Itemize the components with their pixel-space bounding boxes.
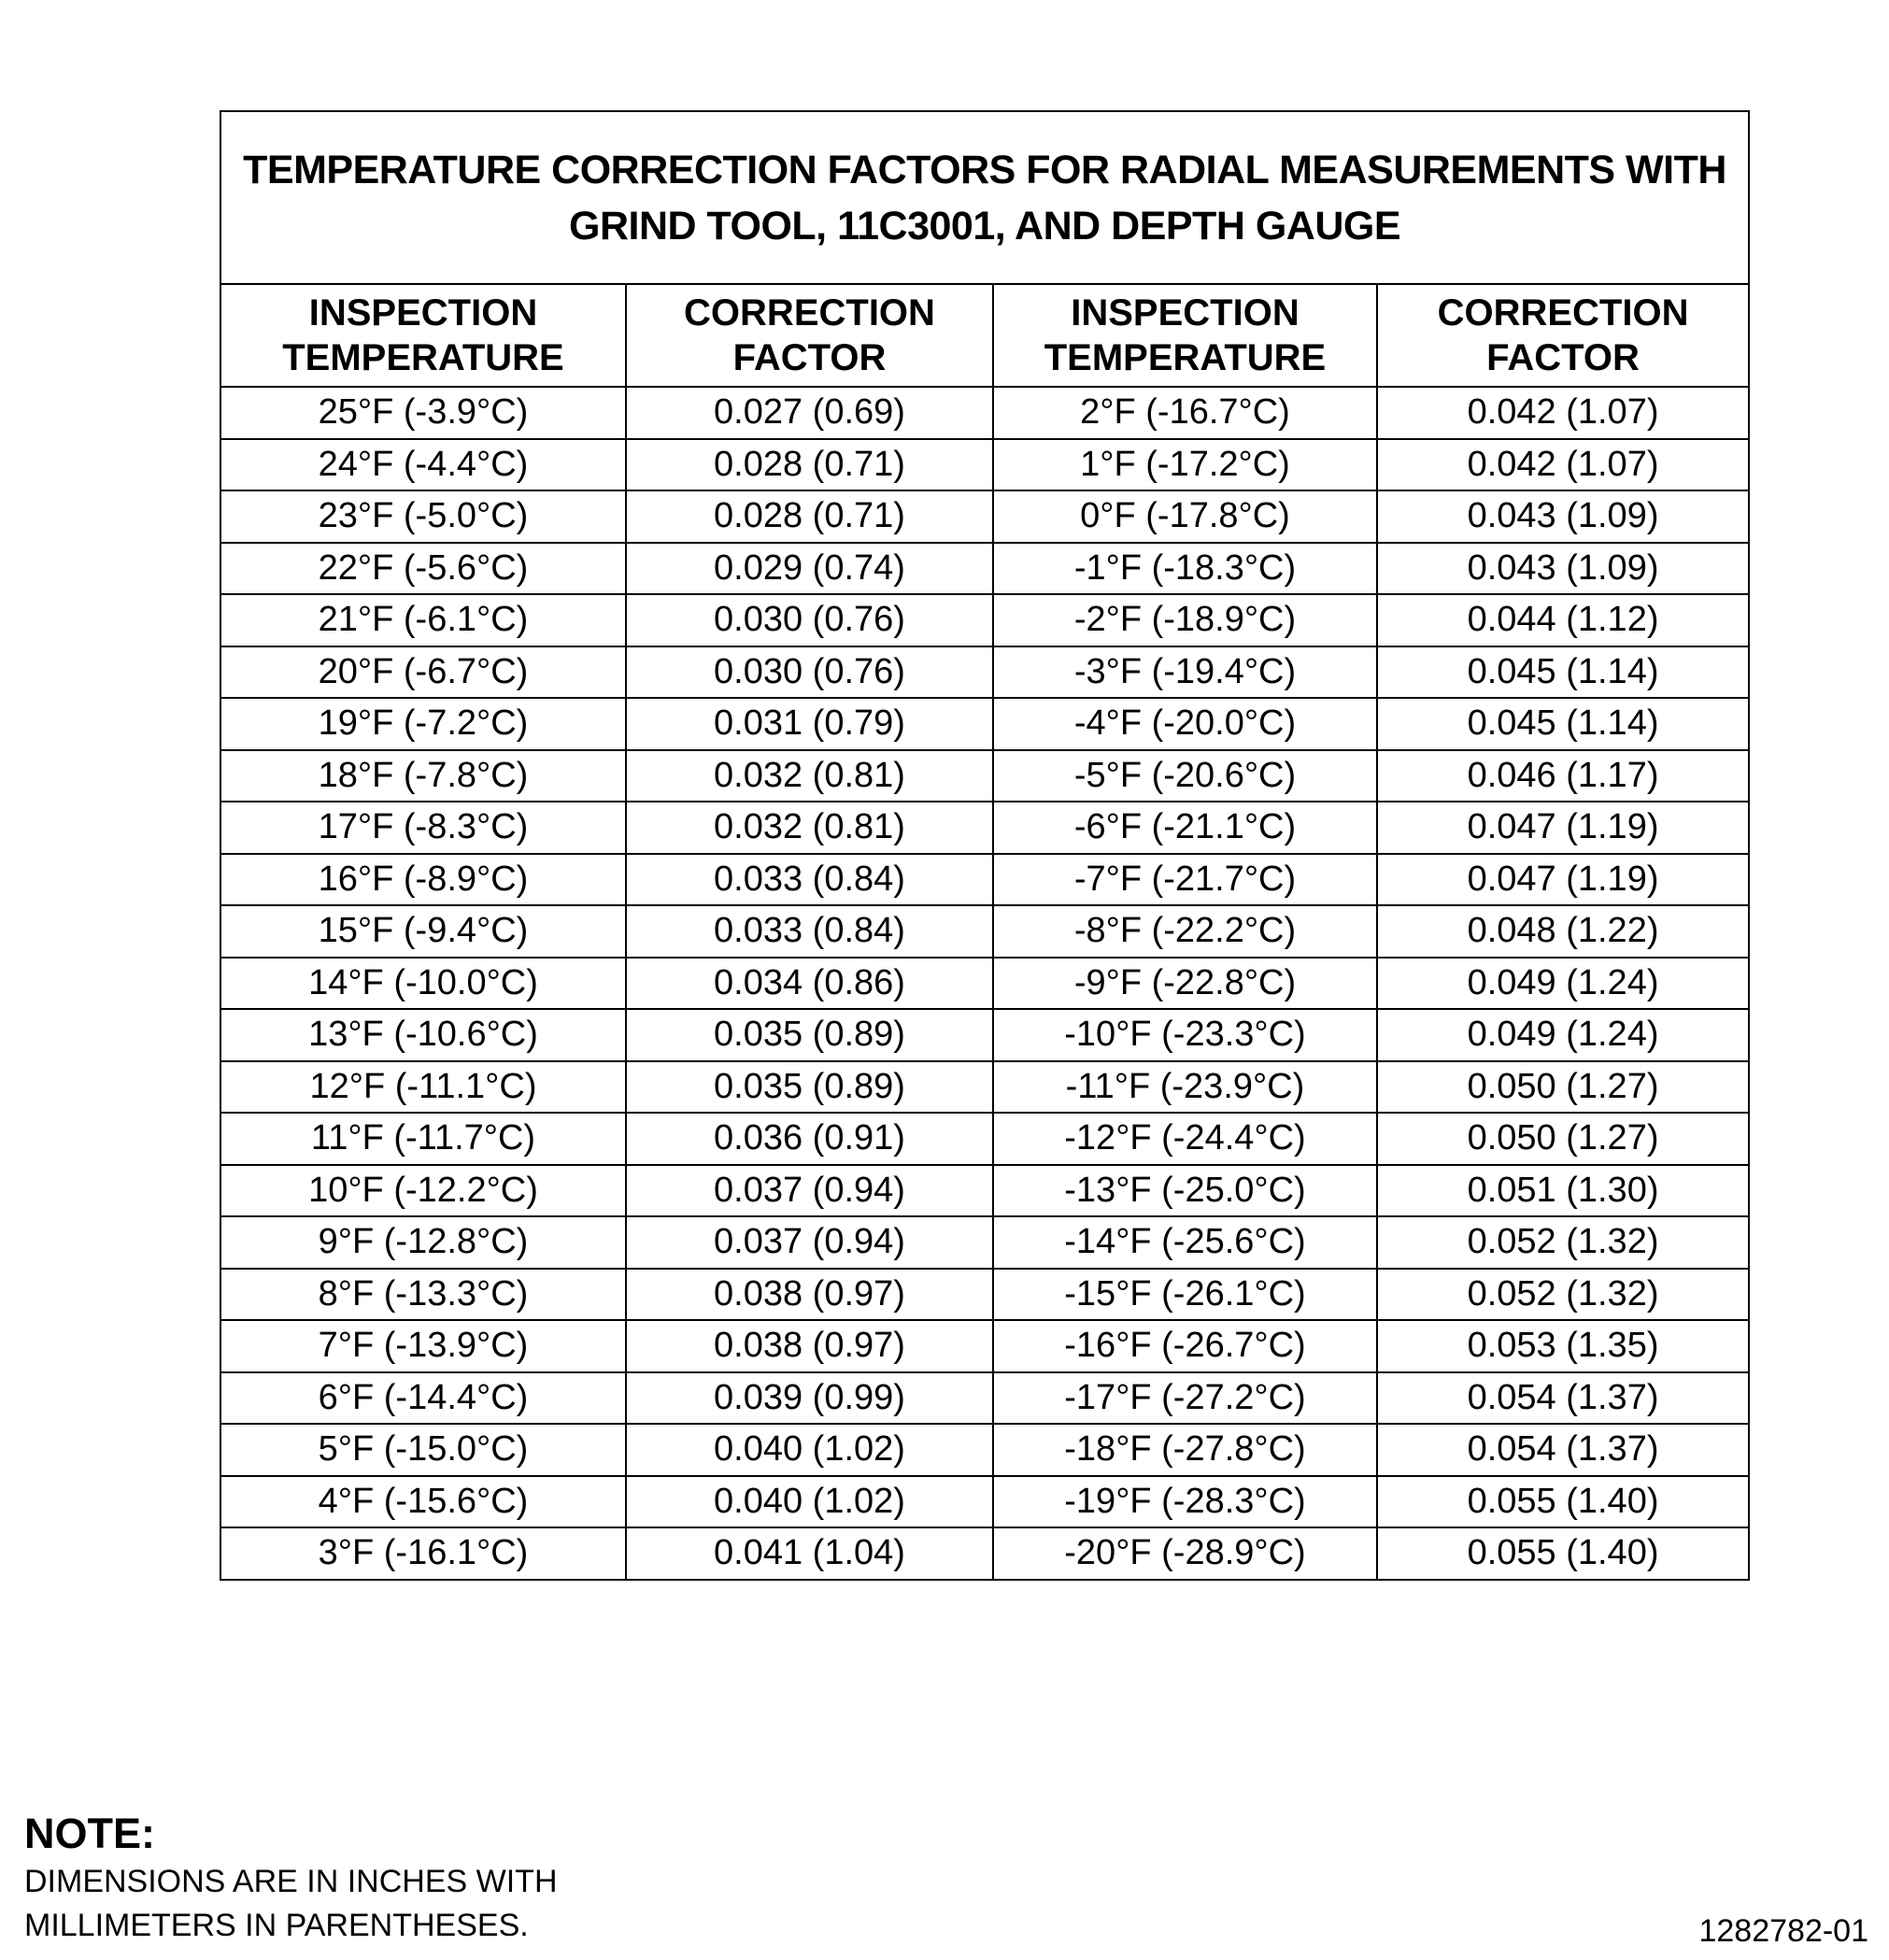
inspection-temperature-cell: -4°F (-20.0°C) xyxy=(993,698,1377,750)
inspection-temperature-cell: -18°F (-27.8°C) xyxy=(993,1424,1377,1476)
note-block xyxy=(24,1808,678,1948)
correction-factor-cell: 0.054 (1.37) xyxy=(1377,1372,1749,1425)
header-line: INSPECTION xyxy=(308,292,538,334)
table-row xyxy=(220,490,1749,543)
header-line: FACTOR xyxy=(1486,337,1640,378)
header-correction-factor-2 xyxy=(1377,284,1749,387)
correction-factor-cell: 0.028 (0.71) xyxy=(626,439,993,491)
inspection-temperature-cell: 18°F (-7.8°C) xyxy=(220,750,626,802)
correction-factor-cell: 0.032 (0.81) xyxy=(626,802,993,854)
correction-factor-cell: 0.029 (0.74) xyxy=(626,543,993,595)
inspection-temperature-cell: -14°F (-25.6°C) xyxy=(993,1216,1377,1269)
header-line: FACTOR xyxy=(732,337,887,378)
inspection-temperature-cell: 16°F (-8.9°C) xyxy=(220,854,626,906)
table-title xyxy=(220,111,1749,284)
correction-factor-cell: 0.030 (0.76) xyxy=(626,594,993,646)
inspection-temperature-cell: 1°F (-17.2°C) xyxy=(993,439,1377,491)
inspection-temperature-cell: -13°F (-25.0°C) xyxy=(993,1165,1377,1217)
inspection-temperature-cell: 11°F (-11.7°C) xyxy=(220,1113,626,1165)
inspection-temperature-cell: 9°F (-12.8°C) xyxy=(220,1216,626,1269)
inspection-temperature-cell: 20°F (-6.7°C) xyxy=(220,646,626,699)
table-row xyxy=(220,1061,1749,1114)
table-row xyxy=(220,543,1749,595)
correction-factor-cell: 0.040 (1.02) xyxy=(626,1476,993,1528)
inspection-temperature-cell: -17°F (-27.2°C) xyxy=(993,1372,1377,1425)
inspection-temperature-cell: 4°F (-15.6°C) xyxy=(220,1476,626,1528)
inspection-temperature-cell: -20°F (-28.9°C) xyxy=(993,1527,1377,1580)
table-body xyxy=(220,387,1749,1580)
note-line-1: DIMENSIONS ARE IN INCHES WITH xyxy=(24,1864,558,1899)
header-line: INSPECTION xyxy=(1071,292,1300,334)
header-correction-factor-1 xyxy=(626,284,993,387)
table-row xyxy=(220,1424,1749,1476)
correction-factor-cell: 0.035 (0.89) xyxy=(626,1009,993,1061)
correction-factor-cell: 0.047 (1.19) xyxy=(1377,802,1749,854)
correction-factor-cell: 0.034 (0.86) xyxy=(626,958,993,1010)
correction-factor-cell: 0.040 (1.02) xyxy=(626,1424,993,1476)
correction-factor-cell: 0.038 (0.97) xyxy=(626,1269,993,1321)
table-title-line-2: GRIND TOOL, 11C3001, AND DEPTH GAUGE xyxy=(569,203,1401,249)
table-row xyxy=(220,1113,1749,1165)
note-title: NOTE: xyxy=(24,1810,155,1857)
correction-factor-cell: 0.051 (1.30) xyxy=(1377,1165,1749,1217)
correction-factor-cell: 0.042 (1.07) xyxy=(1377,387,1749,439)
inspection-temperature-cell: -12°F (-24.4°C) xyxy=(993,1113,1377,1165)
inspection-temperature-cell: 24°F (-4.4°C) xyxy=(220,439,626,491)
correction-factor-cell: 0.055 (1.40) xyxy=(1377,1476,1749,1528)
correction-factor-cell: 0.039 (0.99) xyxy=(626,1372,993,1425)
header-line: CORRECTION xyxy=(1437,292,1689,334)
inspection-temperature-cell: -10°F (-23.3°C) xyxy=(993,1009,1377,1061)
inspection-temperature-cell: -1°F (-18.3°C) xyxy=(993,543,1377,595)
correction-factor-cell: 0.055 (1.40) xyxy=(1377,1527,1749,1580)
inspection-temperature-cell: 21°F (-6.1°C) xyxy=(220,594,626,646)
table-row xyxy=(220,905,1749,958)
inspection-temperature-cell: -11°F (-23.9°C) xyxy=(993,1061,1377,1114)
correction-factor-cell: 0.033 (0.84) xyxy=(626,905,993,958)
correction-factor-cell: 0.042 (1.07) xyxy=(1377,439,1749,491)
table-row xyxy=(220,698,1749,750)
correction-factor-cell: 0.049 (1.24) xyxy=(1377,958,1749,1010)
correction-factor-cell: 0.047 (1.19) xyxy=(1377,854,1749,906)
table-row xyxy=(220,802,1749,854)
correction-factor-cell: 0.037 (0.94) xyxy=(626,1165,993,1217)
table-row xyxy=(220,439,1749,491)
inspection-temperature-cell: 6°F (-14.4°C) xyxy=(220,1372,626,1425)
inspection-temperature-cell: 7°F (-13.9°C) xyxy=(220,1320,626,1372)
correction-factor-cell: 0.032 (0.81) xyxy=(626,750,993,802)
inspection-temperature-cell: 25°F (-3.9°C) xyxy=(220,387,626,439)
inspection-temperature-cell: 3°F (-16.1°C) xyxy=(220,1527,626,1580)
inspection-temperature-cell: -19°F (-28.3°C) xyxy=(993,1476,1377,1528)
correction-factor-cell: 0.044 (1.12) xyxy=(1377,594,1749,646)
inspection-temperature-cell: 13°F (-10.6°C) xyxy=(220,1009,626,1061)
inspection-temperature-cell: 22°F (-5.6°C) xyxy=(220,543,626,595)
inspection-temperature-cell: 8°F (-13.3°C) xyxy=(220,1269,626,1321)
table-row xyxy=(220,646,1749,699)
table-row xyxy=(220,1269,1749,1321)
correction-factor-cell: 0.045 (1.14) xyxy=(1377,698,1749,750)
inspection-temperature-cell: 0°F (-17.8°C) xyxy=(993,490,1377,543)
correction-factor-cell: 0.027 (0.69) xyxy=(626,387,993,439)
inspection-temperature-cell: 23°F (-5.0°C) xyxy=(220,490,626,543)
inspection-temperature-cell: -5°F (-20.6°C) xyxy=(993,750,1377,802)
correction-factor-cell: 0.038 (0.97) xyxy=(626,1320,993,1372)
inspection-temperature-cell: -9°F (-22.8°C) xyxy=(993,958,1377,1010)
inspection-temperature-cell: -6°F (-21.1°C) xyxy=(993,802,1377,854)
correction-factor-cell: 0.037 (0.94) xyxy=(626,1216,993,1269)
correction-factor-cell: 0.049 (1.24) xyxy=(1377,1009,1749,1061)
correction-factor-cell: 0.035 (0.89) xyxy=(626,1061,993,1114)
table-row xyxy=(220,750,1749,802)
correction-factor-cell: 0.045 (1.14) xyxy=(1377,646,1749,699)
header-line: TEMPERATURE xyxy=(1044,337,1327,378)
table-row xyxy=(220,1320,1749,1372)
header-inspection-temperature-1 xyxy=(220,284,626,387)
correction-factor-cell: 0.043 (1.09) xyxy=(1377,490,1749,543)
header-line: CORRECTION xyxy=(684,292,935,334)
inspection-temperature-cell: 10°F (-12.2°C) xyxy=(220,1165,626,1217)
correction-factor-cell: 0.046 (1.17) xyxy=(1377,750,1749,802)
inspection-temperature-cell: 15°F (-9.4°C) xyxy=(220,905,626,958)
correction-factor-cell: 0.030 (0.76) xyxy=(626,646,993,699)
table-row xyxy=(220,854,1749,906)
table-title-line-1: TEMPERATURE CORRECTION FACTORS FOR RADIAL MEASUREMENTS WITH xyxy=(243,147,1726,192)
correction-factor-cell: 0.033 (0.84) xyxy=(626,854,993,906)
correction-factor-cell: 0.053 (1.35) xyxy=(1377,1320,1749,1372)
note-line-2: MILLIMETERS IN PARENTHESES. xyxy=(24,1908,529,1943)
table-row xyxy=(220,1372,1749,1425)
inspection-temperature-cell: -15°F (-26.1°C) xyxy=(993,1269,1377,1321)
inspection-temperature-cell: 14°F (-10.0°C) xyxy=(220,958,626,1010)
inspection-temperature-cell: 17°F (-8.3°C) xyxy=(220,802,626,854)
table-row xyxy=(220,387,1749,439)
inspection-temperature-cell: -8°F (-22.2°C) xyxy=(993,905,1377,958)
inspection-temperature-cell: 2°F (-16.7°C) xyxy=(993,387,1377,439)
correction-factor-cell: 0.054 (1.37) xyxy=(1377,1424,1749,1476)
table-row xyxy=(220,1009,1749,1061)
correction-factor-cell: 0.052 (1.32) xyxy=(1377,1269,1749,1321)
correction-factor-cell: 0.048 (1.22) xyxy=(1377,905,1749,958)
correction-factor-cell: 0.050 (1.27) xyxy=(1377,1061,1749,1114)
correction-factor-cell: 0.031 (0.79) xyxy=(626,698,993,750)
inspection-temperature-cell: -2°F (-18.9°C) xyxy=(993,594,1377,646)
correction-factor-cell: 0.050 (1.27) xyxy=(1377,1113,1749,1165)
correction-factor-cell: 0.052 (1.32) xyxy=(1377,1216,1749,1269)
correction-factor-table xyxy=(220,110,1750,1581)
inspection-temperature-cell: 19°F (-7.2°C) xyxy=(220,698,626,750)
header-inspection-temperature-2 xyxy=(993,284,1377,387)
table-row xyxy=(220,1527,1749,1580)
table-row xyxy=(220,1476,1749,1528)
header-line: TEMPERATURE xyxy=(282,337,564,378)
table-row xyxy=(220,1165,1749,1217)
inspection-temperature-cell: -3°F (-19.4°C) xyxy=(993,646,1377,699)
figure-id: 1282782-01 xyxy=(1698,1913,1868,1949)
correction-factor-cell: 0.028 (0.71) xyxy=(626,490,993,543)
table-row xyxy=(220,594,1749,646)
table-header-row xyxy=(220,284,1749,387)
inspection-temperature-cell: -7°F (-21.7°C) xyxy=(993,854,1377,906)
correction-factor-cell: 0.036 (0.91) xyxy=(626,1113,993,1165)
correction-factor-cell: 0.043 (1.09) xyxy=(1377,543,1749,595)
inspection-temperature-cell: 5°F (-15.0°C) xyxy=(220,1424,626,1476)
correction-factor-cell: 0.041 (1.04) xyxy=(626,1527,993,1580)
table-title-row xyxy=(220,111,1749,284)
table-row xyxy=(220,958,1749,1010)
inspection-temperature-cell: 12°F (-11.1°C) xyxy=(220,1061,626,1114)
table-row xyxy=(220,1216,1749,1269)
inspection-temperature-cell: -16°F (-26.7°C) xyxy=(993,1320,1377,1372)
